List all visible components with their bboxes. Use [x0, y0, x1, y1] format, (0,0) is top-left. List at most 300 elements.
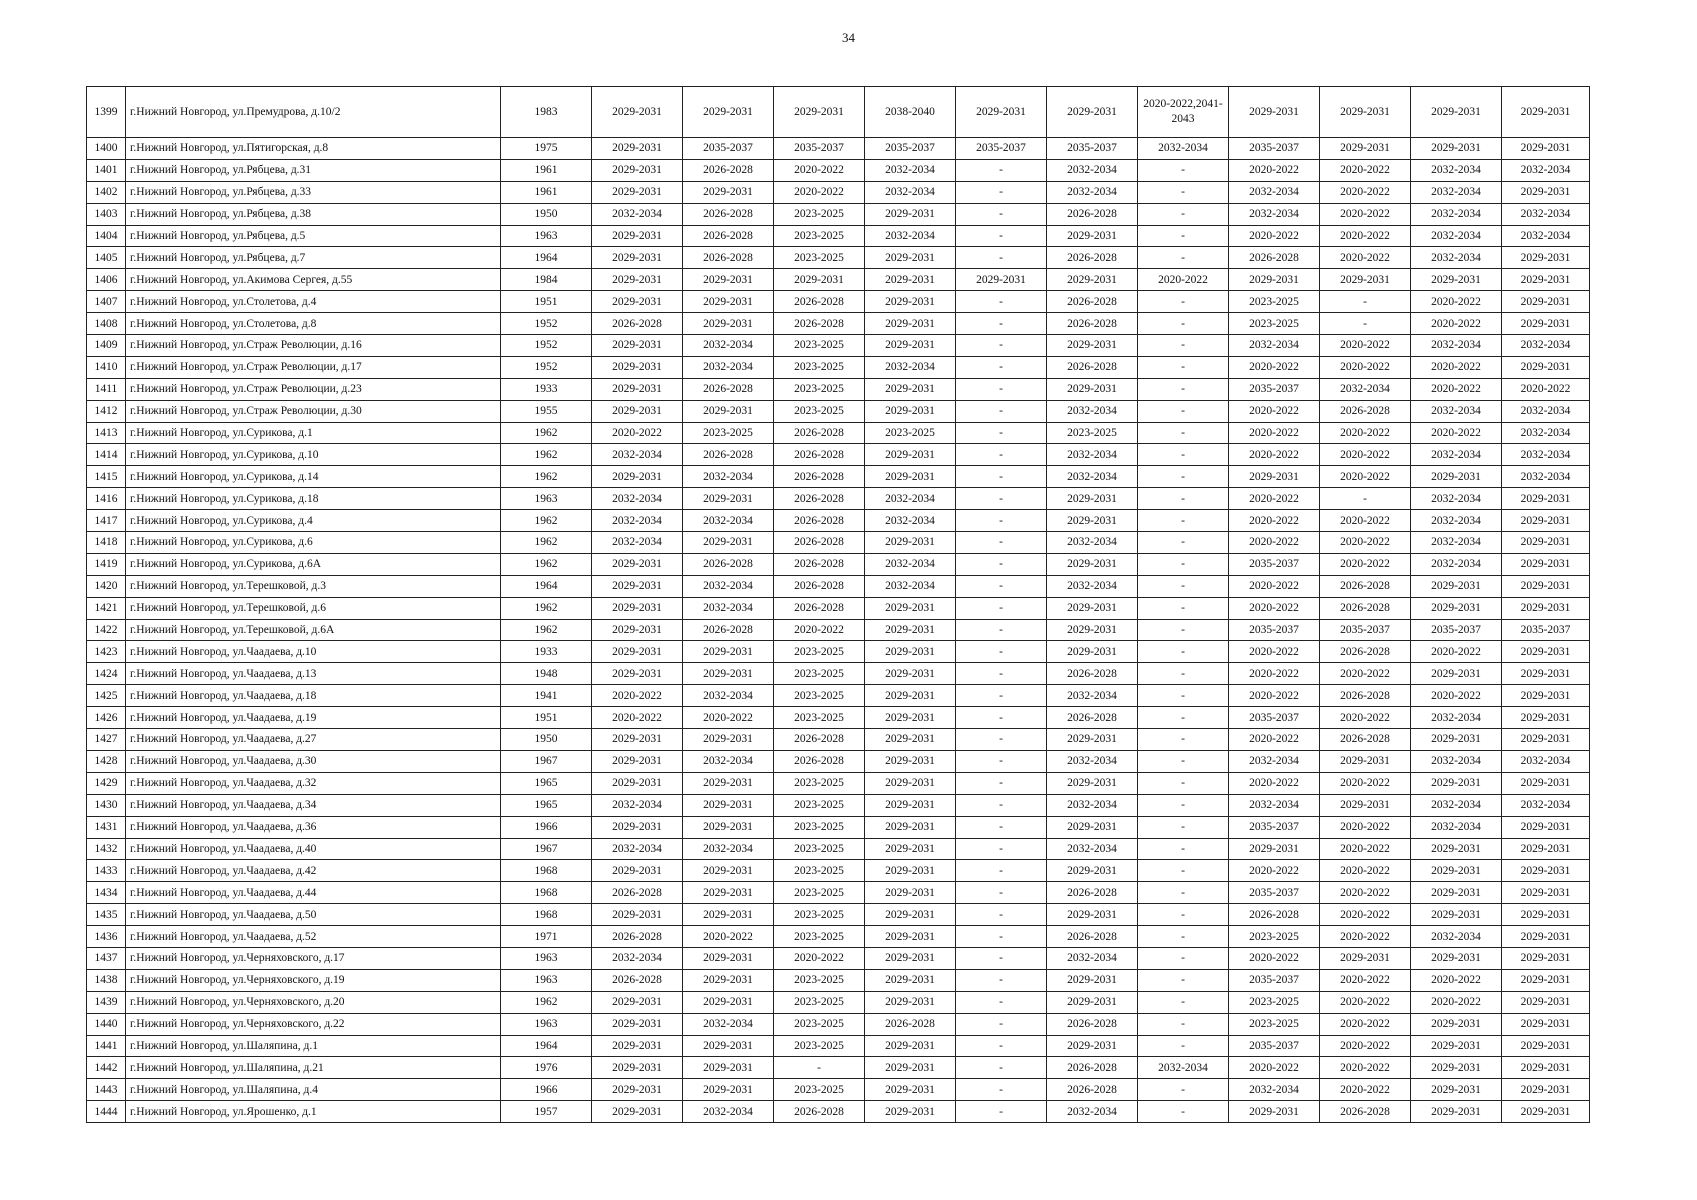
year-built-cell: 1967	[501, 750, 592, 772]
address-cell: г.Нижний Новгород, ул.Чаадаева, д.27	[126, 729, 501, 751]
table-row	[87, 641, 1590, 663]
repair-period-cell: 2026-2028	[683, 619, 774, 641]
table-row	[87, 1057, 1590, 1079]
table-row	[87, 991, 1590, 1013]
row-number-cell: 1431	[87, 816, 126, 838]
repair-period-cell: 2029-2031	[865, 816, 956, 838]
repair-period-cell: 2029-2031	[865, 969, 956, 991]
address-cell: г.Нижний Новгород, ул.Терешковой, д.6	[126, 597, 501, 619]
repair-period-cell: 2020-2022	[774, 159, 865, 181]
repair-period-cell: 2029-2031	[683, 641, 774, 663]
repair-period-cell: 2029-2031	[1411, 87, 1502, 138]
table-row	[87, 860, 1590, 882]
repair-period-cell: -	[956, 838, 1047, 860]
repair-period-cell: 2038-2040	[865, 87, 956, 138]
repair-period-cell: -	[956, 772, 1047, 794]
repair-period-cell: 2029-2031	[592, 641, 683, 663]
repair-period-cell: 2020-2022	[1320, 225, 1411, 247]
repair-period-cell: 2029-2031	[865, 400, 956, 422]
repair-period-cell: 2020-2022	[1411, 313, 1502, 335]
repair-period-cell: -	[1138, 729, 1229, 751]
repair-period-cell: 2020-2022	[774, 181, 865, 203]
address-cell: г.Нижний Новгород, ул.Страж Революции, д.30	[126, 400, 501, 422]
repair-period-cell: 2023-2025	[774, 400, 865, 422]
repair-period-cell: 2023-2025	[774, 860, 865, 882]
repair-period-cell: 2032-2034	[1229, 335, 1320, 357]
repair-period-cell: -	[956, 619, 1047, 641]
year-built-cell: 1963	[501, 225, 592, 247]
address-cell: г.Нижний Новгород, ул.Страж Революции, д.17	[126, 356, 501, 378]
address-cell: г.Нижний Новгород, ул.Страж Революции, д.16	[126, 335, 501, 357]
repair-period-cell: 2032-2034	[1047, 159, 1138, 181]
repair-period-cell: 2023-2025	[774, 1079, 865, 1101]
repair-period-cell: 2029-2031	[1047, 1035, 1138, 1057]
year-built-cell: 1966	[501, 816, 592, 838]
repair-period-cell: 2029-2031	[1320, 794, 1411, 816]
repair-period-cell: 2029-2031	[592, 1079, 683, 1101]
repair-period-cell: 2020-2022	[1320, 707, 1411, 729]
repair-period-cell: 2032-2034	[865, 356, 956, 378]
repair-period-cell: 2032-2034	[1047, 794, 1138, 816]
repair-period-cell: 2026-2028	[683, 378, 774, 400]
year-built-cell: 1964	[501, 247, 592, 269]
repair-period-cell: 2029-2031	[1047, 641, 1138, 663]
repair-period-cell: 2035-2037	[1229, 553, 1320, 575]
repair-period-cell: 2020-2022	[1229, 575, 1320, 597]
repair-period-cell: 2020-2022	[1229, 729, 1320, 751]
repair-period-cell: 2029-2031	[865, 750, 956, 772]
repair-period-cell: 2029-2031	[865, 794, 956, 816]
repair-period-cell: 2029-2031	[1502, 1079, 1590, 1101]
year-built-cell: 1951	[501, 707, 592, 729]
repair-period-cell: 2026-2028	[1047, 356, 1138, 378]
repair-period-cell: -	[1138, 838, 1229, 860]
repair-period-cell: 2032-2034	[1411, 553, 1502, 575]
repair-period-cell: 2035-2037	[865, 138, 956, 160]
repair-period-cell: 2029-2031	[1411, 1101, 1502, 1123]
repair-period-cell: -	[956, 1035, 1047, 1057]
year-built-cell: 1965	[501, 794, 592, 816]
repair-period-cell: 2035-2037	[1320, 619, 1411, 641]
repair-period-cell: 2026-2028	[774, 444, 865, 466]
repair-period-cell: 2029-2031	[592, 181, 683, 203]
year-built-cell: 1933	[501, 378, 592, 400]
repair-period-cell: 2029-2031	[1320, 269, 1411, 291]
repair-period-cell: 2020-2022	[1229, 685, 1320, 707]
address-cell: г.Нижний Новгород, ул.Сурикова, д.6	[126, 532, 501, 554]
repair-period-cell: 2029-2031	[865, 663, 956, 685]
year-built-cell: 1941	[501, 685, 592, 707]
repair-period-cell: 2020-2022	[1229, 772, 1320, 794]
repair-period-cell: 2032-2034	[683, 1013, 774, 1035]
repair-period-cell: 2029-2031	[1047, 335, 1138, 357]
repair-period-cell: 2029-2031	[1047, 772, 1138, 794]
repair-period-cell: -	[956, 904, 1047, 926]
repair-period-cell: 2020-2022	[1411, 991, 1502, 1013]
repair-period-cell: 2029-2031	[592, 619, 683, 641]
repair-period-cell: 2032-2034	[1047, 444, 1138, 466]
table-row	[87, 969, 1590, 991]
address-cell: г.Нижний Новгород, ул.Сурикова, д.4	[126, 510, 501, 532]
repair-period-cell: 2029-2031	[1502, 291, 1590, 313]
repair-period-cell: -	[956, 685, 1047, 707]
repair-period-cell: 2020-2022	[1229, 400, 1320, 422]
repair-period-cell: 2032-2034	[683, 335, 774, 357]
repair-period-cell: 2023-2025	[774, 247, 865, 269]
repair-period-cell: -	[956, 947, 1047, 969]
year-built-cell: 1966	[501, 1079, 592, 1101]
repair-period-cell: 2029-2031	[683, 181, 774, 203]
repair-period-cell: 2029-2031	[1047, 510, 1138, 532]
repair-period-cell: 2029-2031	[1502, 904, 1590, 926]
table-row	[87, 510, 1590, 532]
repair-period-cell: 2020-2022	[1320, 969, 1411, 991]
repair-period-cell: 2029-2031	[865, 641, 956, 663]
repair-period-cell: 2029-2031	[683, 488, 774, 510]
repair-period-cell: 2020-2022	[1229, 1057, 1320, 1079]
repair-period-cell: 2032-2034	[1411, 444, 1502, 466]
row-number-cell: 1423	[87, 641, 126, 663]
repair-period-cell: 2029-2031	[683, 991, 774, 1013]
repair-period-cell: 2032-2034	[683, 466, 774, 488]
repair-period-cell: 2032-2034	[1502, 203, 1590, 225]
repair-period-cell: 2029-2031	[683, 1057, 774, 1079]
repair-period-cell: 2029-2031	[592, 553, 683, 575]
repair-period-cell: -	[1138, 597, 1229, 619]
repair-period-cell: 2029-2031	[865, 203, 956, 225]
repair-period-cell: 2029-2031	[592, 1013, 683, 1035]
repair-period-cell: 2035-2037	[1229, 619, 1320, 641]
repair-period-cell: 2029-2031	[592, 816, 683, 838]
repair-period-cell: 2029-2031	[1502, 597, 1590, 619]
repair-period-cell: 2026-2028	[683, 444, 774, 466]
repair-period-cell: 2029-2031	[592, 291, 683, 313]
repair-period-cell: 2032-2034	[683, 510, 774, 532]
table-row	[87, 422, 1590, 444]
repair-period-cell: 2032-2034	[1502, 225, 1590, 247]
page-number: 34	[842, 30, 855, 45]
repair-period-cell: 2029-2031	[865, 378, 956, 400]
repair-period-cell: -	[956, 181, 1047, 203]
repair-period-cell: 2032-2034	[592, 947, 683, 969]
table-row	[87, 707, 1590, 729]
repair-period-cell: 2029-2031	[592, 750, 683, 772]
repair-period-cell: 2020-2022	[1411, 378, 1502, 400]
repair-period-cell: 2032-2034	[1502, 750, 1590, 772]
repair-period-cell: 2020-2022	[1411, 969, 1502, 991]
table-row	[87, 772, 1590, 794]
repair-period-cell: 2026-2028	[1047, 1057, 1138, 1079]
year-built-cell: 1951	[501, 291, 592, 313]
address-cell: г.Нижний Новгород, ул.Черняховского, д.20	[126, 991, 501, 1013]
repair-period-cell: -	[1138, 356, 1229, 378]
address-cell: г.Нижний Новгород, ул.Чаадаева, д.19	[126, 707, 501, 729]
repair-period-cell: -	[1138, 860, 1229, 882]
repair-period-cell: 2029-2031	[1502, 969, 1590, 991]
repair-period-cell: -	[1138, 444, 1229, 466]
repair-period-cell: 2026-2028	[774, 510, 865, 532]
address-cell: г.Нижний Новгород, ул.Черняховского, д.19	[126, 969, 501, 991]
repair-period-cell: 2032-2034	[592, 488, 683, 510]
repair-period-cell: 2026-2028	[1229, 904, 1320, 926]
table-row	[87, 313, 1590, 335]
repair-period-cell: 2032-2034	[1320, 378, 1411, 400]
address-cell: г.Нижний Новгород, ул.Черняховского, д.17	[126, 947, 501, 969]
repair-period-cell: 2029-2031	[683, 291, 774, 313]
repair-period-cell: 2029-2031	[1411, 1013, 1502, 1035]
repair-period-cell: -	[956, 729, 1047, 751]
repair-period-cell: 2029-2031	[683, 860, 774, 882]
repair-period-cell: -	[1138, 181, 1229, 203]
repair-period-cell: 2032-2034	[1502, 400, 1590, 422]
repair-period-cell: -	[956, 444, 1047, 466]
address-cell: г.Нижний Новгород, ул.Терешковой, д.6А	[126, 619, 501, 641]
repair-period-cell: 2029-2031	[592, 597, 683, 619]
row-number-cell: 1413	[87, 422, 126, 444]
repair-period-cell: -	[1138, 553, 1229, 575]
address-cell: г.Нижний Новгород, ул.Премудрова, д.10/2	[126, 87, 501, 138]
repair-period-cell: 2032-2034	[1047, 181, 1138, 203]
repair-period-cell: 2029-2031	[865, 269, 956, 291]
repair-period-cell: 2029-2031	[865, 685, 956, 707]
repair-period-cell: -	[1138, 159, 1229, 181]
repair-period-cell: -	[956, 969, 1047, 991]
repair-period-cell: -	[956, 991, 1047, 1013]
table-row	[87, 269, 1590, 291]
repair-period-cell: 2029-2031	[683, 532, 774, 554]
repair-period-cell: -	[956, 225, 1047, 247]
repair-period-cell: 2020-2022	[1229, 860, 1320, 882]
repair-period-cell: 2029-2031	[865, 838, 956, 860]
repair-period-cell: 2026-2028	[774, 532, 865, 554]
repair-period-cell: 2020-2022	[1320, 356, 1411, 378]
repair-period-cell: 2029-2031	[1229, 838, 1320, 860]
repair-period-cell: -	[1138, 904, 1229, 926]
repair-period-cell: -	[956, 335, 1047, 357]
repair-period-cell: -	[956, 1101, 1047, 1123]
repair-period-cell: 2032-2034	[1047, 838, 1138, 860]
repair-period-cell: 2020-2022	[1229, 641, 1320, 663]
row-number-cell: 1441	[87, 1035, 126, 1057]
repair-period-cell: 2020-2022	[1320, 1013, 1411, 1035]
repair-period-cell: 2029-2031	[1047, 969, 1138, 991]
repair-period-cell: 2026-2028	[592, 969, 683, 991]
repair-period-cell: 2020-2022	[1229, 444, 1320, 466]
repair-period-cell: -	[1138, 1101, 1229, 1123]
year-built-cell: 1968	[501, 904, 592, 926]
repair-period-cell: 2020-2022	[1320, 181, 1411, 203]
table-row	[87, 904, 1590, 926]
repair-period-cell: 2020-2022	[1229, 532, 1320, 554]
repair-period-cell: 2032-2034	[1502, 794, 1590, 816]
repair-period-cell: 2026-2028	[683, 247, 774, 269]
table-row	[87, 87, 1590, 138]
table-row	[87, 794, 1590, 816]
repair-period-cell: 2026-2028	[774, 422, 865, 444]
repair-period-cell: -	[956, 378, 1047, 400]
repair-period-cell: -	[1138, 203, 1229, 225]
repair-period-cell: 2032-2034	[1502, 466, 1590, 488]
address-cell: г.Нижний Новгород, ул.Рябцева, д.7	[126, 247, 501, 269]
row-number-cell: 1417	[87, 510, 126, 532]
table-row	[87, 619, 1590, 641]
repair-period-cell: -	[956, 510, 1047, 532]
row-number-cell: 1432	[87, 838, 126, 860]
repair-period-cell: 2032-2034	[683, 575, 774, 597]
repair-period-cell: -	[774, 1057, 865, 1079]
repair-period-cell: 2026-2028	[1047, 926, 1138, 948]
repair-period-cell: -	[956, 663, 1047, 685]
repair-period-cell: 2029-2031	[1502, 772, 1590, 794]
row-number-cell: 1427	[87, 729, 126, 751]
repair-period-cell: -	[956, 247, 1047, 269]
repair-period-cell: 2029-2031	[865, 291, 956, 313]
row-number-cell: 1442	[87, 1057, 126, 1079]
repair-period-cell: 2032-2034	[1229, 203, 1320, 225]
table-row	[87, 1013, 1590, 1035]
row-number-cell: 1409	[87, 335, 126, 357]
repair-period-cell: 2032-2034	[865, 510, 956, 532]
repair-period-cell: 2029-2031	[865, 860, 956, 882]
row-number-cell: 1416	[87, 488, 126, 510]
repair-period-cell: 2029-2031	[592, 400, 683, 422]
repair-period-cell: 2020-2022	[1229, 510, 1320, 532]
table-row	[87, 597, 1590, 619]
repair-period-cell: 2023-2025	[1229, 1013, 1320, 1035]
repair-period-cell: 2020-2022	[592, 707, 683, 729]
repair-period-cell: 2029-2031	[592, 247, 683, 269]
address-cell: г.Нижний Новгород, ул.Акимова Сергея, д.55	[126, 269, 501, 291]
repair-period-cell: 2029-2031	[683, 969, 774, 991]
repair-period-cell: 2029-2031	[774, 269, 865, 291]
repair-period-cell: 2026-2028	[774, 575, 865, 597]
repair-period-cell: 2026-2028	[1320, 641, 1411, 663]
repair-period-cell: -	[1138, 750, 1229, 772]
row-number-cell: 1440	[87, 1013, 126, 1035]
row-number-cell: 1426	[87, 707, 126, 729]
repair-period-cell: -	[956, 750, 1047, 772]
row-number-cell: 1419	[87, 553, 126, 575]
table-row	[87, 663, 1590, 685]
repair-period-cell: 2029-2031	[1047, 816, 1138, 838]
table-row	[87, 356, 1590, 378]
repair-period-cell: 2020-2022	[683, 926, 774, 948]
repair-period-cell: 2020-2022	[1138, 269, 1229, 291]
repair-period-cell: 2029-2031	[1229, 1101, 1320, 1123]
repair-period-cell: 2020-2022	[1320, 553, 1411, 575]
repair-period-cell: -	[956, 641, 1047, 663]
repair-period-cell: 2020-2022	[1411, 422, 1502, 444]
repair-period-cell: 2029-2031	[865, 247, 956, 269]
repair-period-cell: 2026-2028	[592, 313, 683, 335]
repair-period-cell: 2020-2022	[1320, 772, 1411, 794]
row-number-cell: 1438	[87, 969, 126, 991]
repair-period-cell: 2029-2031	[683, 816, 774, 838]
table-row	[87, 444, 1590, 466]
repair-period-cell: 2029-2031	[1502, 860, 1590, 882]
table-row	[87, 159, 1590, 181]
repair-period-cell: 2029-2031	[592, 1101, 683, 1123]
year-built-cell: 1963	[501, 947, 592, 969]
address-cell: г.Нижний Новгород, ул.Чаадаева, д.10	[126, 641, 501, 663]
row-number-cell: 1415	[87, 466, 126, 488]
repair-period-cell: 2020-2022	[1320, 838, 1411, 860]
repair-period-cell: -	[956, 466, 1047, 488]
repair-period-cell: 2020-2022	[1320, 159, 1411, 181]
repair-period-cell: 2029-2031	[683, 794, 774, 816]
repair-period-cell: 2035-2037	[1229, 969, 1320, 991]
repair-period-cell: 2020-2022	[1320, 991, 1411, 1013]
repair-period-cell: 2023-2025	[1229, 313, 1320, 335]
repair-period-cell: 2029-2031	[1047, 597, 1138, 619]
repair-period-cell: 2032-2034	[1411, 247, 1502, 269]
row-number-cell: 1424	[87, 663, 126, 685]
repair-period-cell: -	[956, 707, 1047, 729]
row-number-cell: 1439	[87, 991, 126, 1013]
repair-period-cell: 2029-2031	[865, 1035, 956, 1057]
year-built-cell: 1976	[501, 1057, 592, 1079]
repair-period-cell: 2026-2028	[1047, 882, 1138, 904]
row-number-cell: 1420	[87, 575, 126, 597]
repair-period-cell: 2029-2031	[683, 772, 774, 794]
table-row	[87, 225, 1590, 247]
repair-period-cell: 2029-2031	[865, 313, 956, 335]
repair-period-cell: 2026-2028	[1320, 685, 1411, 707]
repair-period-cell: 2029-2031	[683, 947, 774, 969]
repair-period-cell: 2032-2034	[1502, 444, 1590, 466]
address-cell: г.Нижний Новгород, ул.Чаадаева, д.32	[126, 772, 501, 794]
repair-period-cell: 2032-2034	[1411, 794, 1502, 816]
repair-period-cell: 2020-2022	[1320, 860, 1411, 882]
address-cell: г.Нижний Новгород, ул.Чаадаева, д.30	[126, 750, 501, 772]
repair-period-cell: 2035-2037	[1229, 707, 1320, 729]
repair-period-cell: 2020-2022	[683, 707, 774, 729]
address-cell: г.Нижний Новгород, ул.Терешковой, д.3	[126, 575, 501, 597]
repair-period-cell: 2029-2031	[865, 532, 956, 554]
repair-period-cell: 2029-2031	[683, 269, 774, 291]
repair-period-cell: 2026-2028	[592, 882, 683, 904]
repair-period-cell: -	[956, 400, 1047, 422]
repair-period-cell: 2029-2031	[592, 356, 683, 378]
repair-period-cell: 2032-2034	[1229, 750, 1320, 772]
repair-period-cell: 2029-2031	[1411, 1079, 1502, 1101]
repair-period-cell: -	[956, 816, 1047, 838]
repair-period-cell: -	[1138, 707, 1229, 729]
address-cell: г.Нижний Новгород, ул.Ярошенко, д.1	[126, 1101, 501, 1123]
repair-period-cell: 2032-2034	[592, 794, 683, 816]
address-cell: г.Нижний Новгород, ул.Сурикова, д.6А	[126, 553, 501, 575]
repair-period-cell: 2032-2034	[1411, 926, 1502, 948]
table-row	[87, 926, 1590, 948]
repair-period-cell: 2029-2031	[1502, 641, 1590, 663]
repair-period-cell: 2023-2025	[774, 816, 865, 838]
repair-period-cell: 2029-2031	[865, 882, 956, 904]
repair-period-cell: 2020-2022	[1320, 816, 1411, 838]
repair-period-cell: 2029-2031	[1502, 1035, 1590, 1057]
repair-period-cell: -	[1138, 400, 1229, 422]
row-number-cell: 1421	[87, 597, 126, 619]
repair-period-cell: 2029-2031	[1320, 750, 1411, 772]
repair-period-cell: -	[1138, 225, 1229, 247]
repair-period-cell: 2020-2022	[1229, 422, 1320, 444]
repair-period-cell: -	[1138, 488, 1229, 510]
row-number-cell: 1444	[87, 1101, 126, 1123]
repair-period-cell: -	[956, 553, 1047, 575]
repair-period-cell: 2032-2034	[1411, 488, 1502, 510]
repair-period-cell: 2020-2022	[1320, 1079, 1411, 1101]
address-cell: г.Нижний Новгород, ул.Шаляпина, д.4	[126, 1079, 501, 1101]
repair-period-cell: 2020-2022	[1411, 641, 1502, 663]
